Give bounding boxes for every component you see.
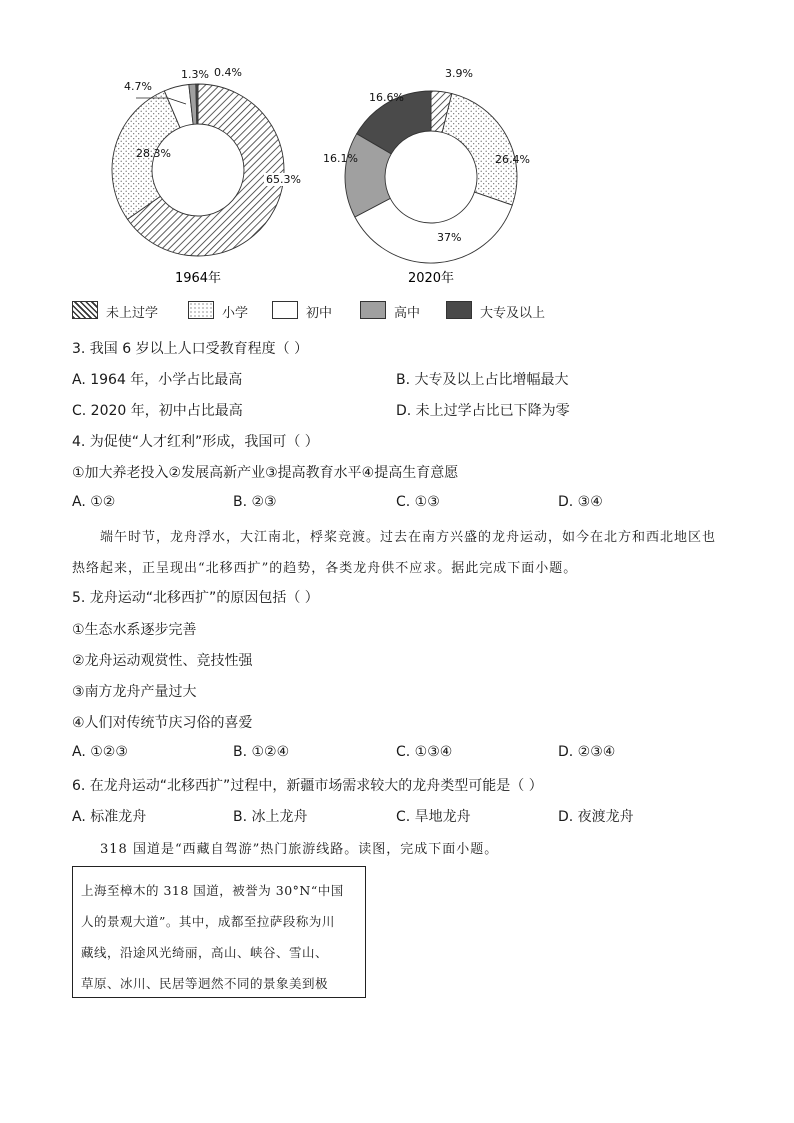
legend-swatch-gray bbox=[360, 301, 386, 319]
slice-label-2020年-senior: 16.1% bbox=[323, 152, 358, 165]
q5-option-d[interactable]: D. ②③④ bbox=[558, 744, 616, 760]
route-318-textbox bbox=[72, 866, 366, 998]
q6-option-c[interactable]: C. 旱地龙舟 bbox=[396, 809, 471, 825]
slice-label-1964年-primary: 28.3% bbox=[136, 147, 171, 160]
q3-option-c[interactable]: C. 2020 年，初中占比最高 bbox=[72, 403, 243, 419]
q6-option-a[interactable]: A. 标准龙舟 bbox=[72, 809, 147, 825]
q5-option-a[interactable]: A. ①②③ bbox=[72, 744, 128, 760]
slice-label-1964年-college: 0.4% bbox=[214, 66, 242, 79]
legend-swatch-dots bbox=[188, 301, 214, 319]
q5-stem: 5. 龙舟运动“北移西扩”的原因包括（ ） bbox=[72, 590, 319, 606]
textbox-line-3: 藏线，沿途风光绮丽，高山、峡谷、雪山、 bbox=[81, 945, 329, 960]
q5-item-4: ④人们对传统节庆习俗的喜爱 bbox=[72, 715, 253, 731]
q3-option-d[interactable]: D. 未上过学占比已下降为零 bbox=[396, 403, 570, 419]
q3-stem: 3. 我国 6 岁以上人口受教育程度（ ） bbox=[72, 341, 309, 357]
legend-label: 高中 bbox=[394, 306, 421, 321]
passage2: 318 国道是“西藏自驾游”热门旅游线路。读图，完成下面小题。 bbox=[100, 842, 499, 857]
q4-option-a[interactable]: A. ①② bbox=[72, 494, 116, 510]
legend-swatch-hatch bbox=[72, 301, 98, 319]
donut-2020 bbox=[323, 67, 530, 263]
q5-option-c[interactable]: C. ①③④ bbox=[396, 744, 453, 760]
legend-swatch-white bbox=[272, 301, 298, 319]
q5-item-3: ③南方龙舟产量过大 bbox=[72, 684, 197, 700]
q3-option-a[interactable]: A. 1964 年，小学占比最高 bbox=[72, 372, 243, 388]
legend-label: 未上过学 bbox=[106, 306, 159, 321]
slice-label-2020年-college: 16.6% bbox=[369, 91, 404, 104]
passage1-line1: 端午时节，龙舟浮水，大江南北，桴桨竞渡。过去在南方兴盛的龙舟运动，如今在北方和西北地区也 bbox=[100, 530, 717, 545]
slice-label-2020年-none: 3.9% bbox=[445, 67, 473, 80]
q6-option-b[interactable]: B. 冰上龙舟 bbox=[233, 809, 308, 825]
textbox-line-4: 草原、冰川、民居等迥然不同的景象美到极 bbox=[81, 976, 329, 991]
q4-items: ①加大养老投入②发展高新产业③提高教育水平④提高生育意愿 bbox=[72, 465, 459, 481]
q5-item-1: ①生态水系逐步完善 bbox=[72, 622, 197, 638]
slice-label-2020年-junior: 37% bbox=[437, 231, 462, 244]
q4-option-b[interactable]: B. ②③ bbox=[233, 494, 277, 510]
slice-2020年-primary bbox=[442, 94, 517, 206]
slice-label-1964年-senior: 1.3% bbox=[181, 68, 209, 81]
legend-swatch-dark bbox=[446, 301, 472, 319]
textbox-line-1: 上海至樟木的 318 国道，被誉为 30°N“中国 bbox=[81, 883, 344, 898]
slice-label-1964年-junior: 4.7% bbox=[124, 80, 152, 93]
chart-title-2020: 2020年 bbox=[407, 271, 455, 286]
q5-item-2: ②龙舟运动观赏性、竞技性强 bbox=[72, 653, 253, 669]
slice-label-1964年-none: 65.3% bbox=[266, 173, 301, 186]
q6-stem: 6. 在龙舟运动“北移西扩”过程中，新疆市场需求较大的龙舟类型可能是（ ） bbox=[72, 778, 543, 794]
passage1-line2: 热络起来，正呈现出“北移西扩”的趋势，各类龙舟供不应求。据此完成下面小题。 bbox=[72, 561, 578, 576]
slice-label-2020年-primary: 26.4% bbox=[495, 153, 530, 166]
legend-label: 初中 bbox=[306, 306, 333, 321]
legend-label: 小学 bbox=[222, 306, 249, 321]
q3-option-b[interactable]: B. 大专及以上占比增幅最大 bbox=[396, 372, 569, 388]
donut-1964 bbox=[112, 66, 302, 256]
textbox-line-2: 人的景观大道”。其中，成都至拉萨段称为川 bbox=[81, 914, 335, 929]
chart-title-1964: 1964年 bbox=[174, 271, 222, 286]
legend-label: 大专及以上 bbox=[480, 306, 546, 321]
q5-option-b[interactable]: B. ①②④ bbox=[233, 744, 290, 760]
education-donut-charts bbox=[0, 0, 794, 300]
q4-option-c[interactable]: C. ①③ bbox=[396, 494, 440, 510]
q6-option-d[interactable]: D. 夜渡龙舟 bbox=[558, 809, 634, 825]
q4-stem: 4. 为促使“人才红利”形成，我国可（ ） bbox=[72, 434, 319, 450]
q4-option-d[interactable]: D. ③④ bbox=[558, 494, 603, 510]
